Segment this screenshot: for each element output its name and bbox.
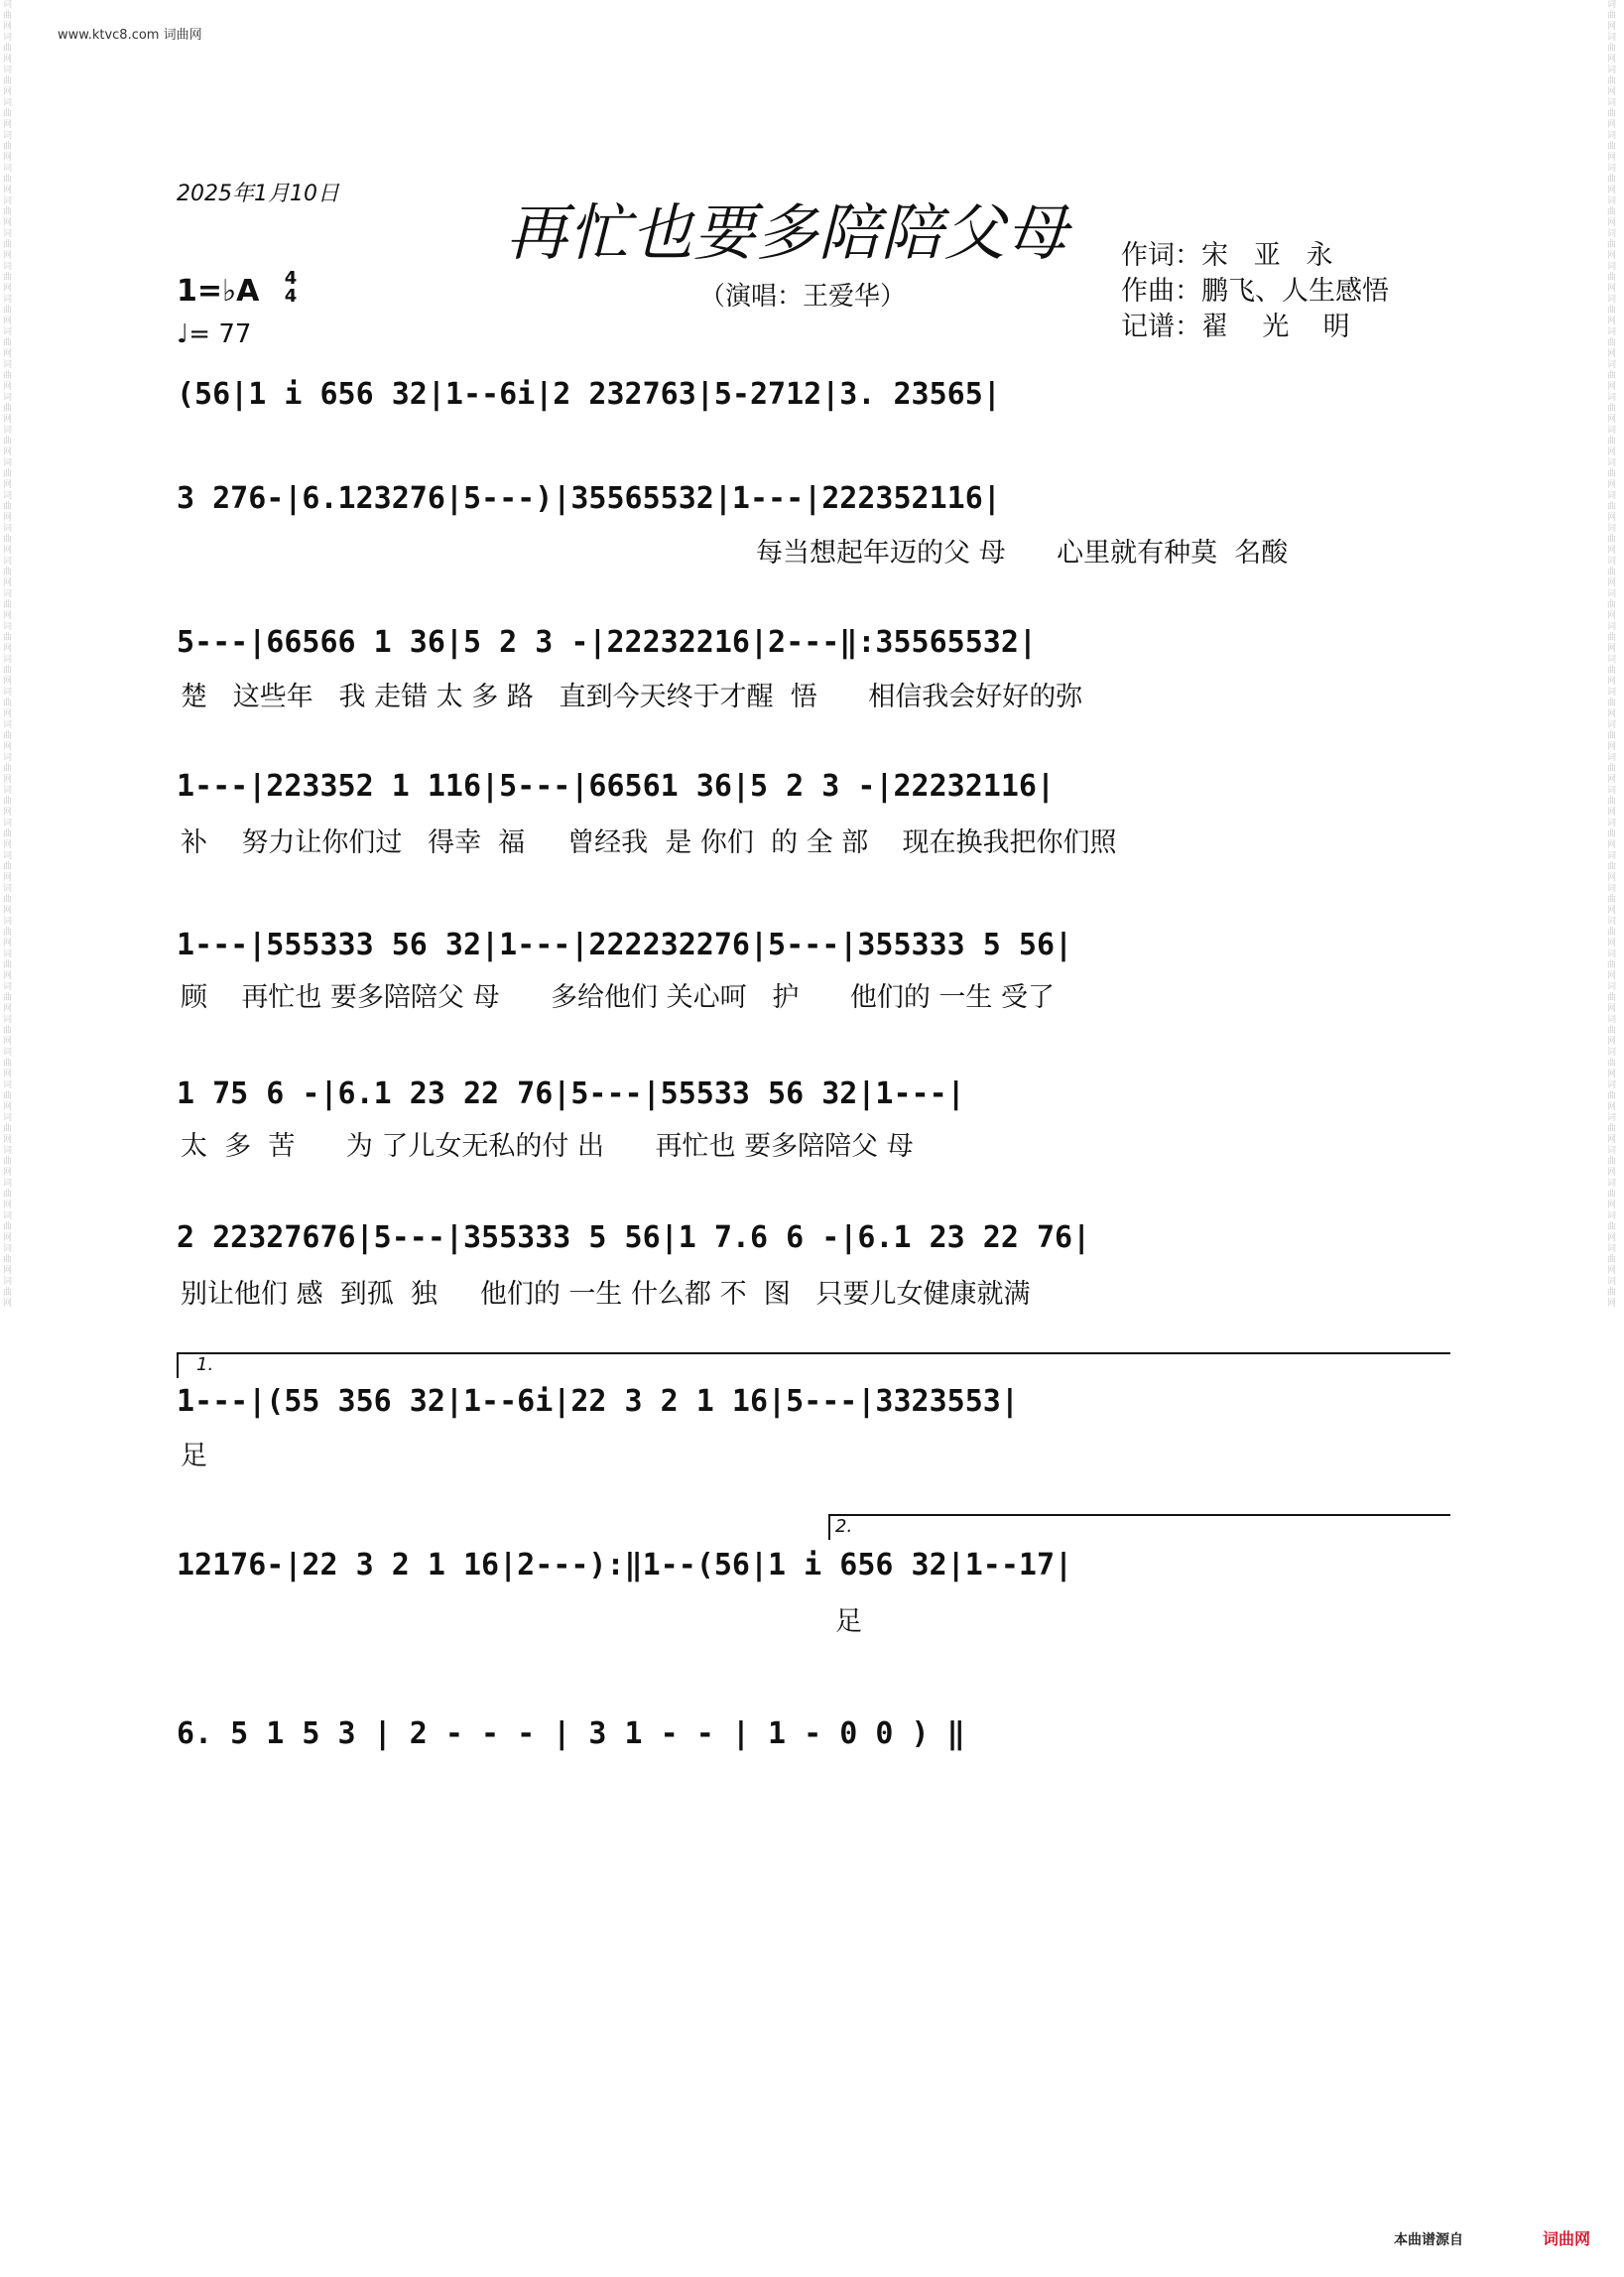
notation: 1 75 6 -|6.1 23 22 76|5---|55533 56 32|1---| [177, 1076, 965, 1111]
time-signature [281, 270, 301, 306]
notation: 1---|(55 356 32|1--6i|22 3 2 1 16|5---|3323553| [177, 1384, 1019, 1419]
notation: 6. 5 1 5 3 | 2 - - - | 3 1 - - | 1 - 0 0 ) ‖ [177, 1716, 965, 1751]
lyrics: 别让他们 感 到孤 独 他们的 一生 什么都 不 图 只要儿女健康就满 [181, 1279, 1031, 1310]
lyrics: 足 [835, 1606, 862, 1637]
notation: 2 22327676|5---|355333 5 56|1 7.6 6 -|6.1 23 22 76| [177, 1220, 1091, 1255]
credit-transcriber: 记谱：翟 光 明 [1121, 312, 1350, 342]
notation: 3 276-|6.123276|5---)|35565532|1---|222352116| [177, 481, 1001, 516]
credit-lyricist: 作词：宋 亚 永 [1121, 240, 1333, 271]
time-top: 4 [284, 268, 298, 289]
credits [1121, 238, 1389, 345]
watermark-left: 词曲网词曲网词曲网词曲网词曲网词曲网词曲网词曲网词曲网词曲网词曲网词曲网词曲网词曲网词曲网词曲网词曲网词曲网词曲网词曲网词曲网词曲网词曲网词曲网词曲网词曲网词曲网词曲网词曲网词曲网词曲网词曲网词曲网词曲网词曲网词曲网词曲网词曲网词曲网词曲网 [3, 0, 13, 1309]
volta-label: 1. [196, 1354, 214, 1375]
time-bottom: 4 [284, 286, 298, 307]
lyrics: 补 努力让你们过 得幸 福 曾经我 是 你们 的 全 部 现在换我把你们照 [181, 827, 1117, 858]
lyrics: 每当想起年迈的父 母 心里就有种莫 名酸 [756, 538, 1289, 569]
footer-logo[interactable]: 词曲网 [1543, 2229, 1591, 2248]
volta-bracket [828, 1514, 1450, 1540]
page-title: 再忙也要多陪陪父母 [506, 196, 1069, 269]
credit-composer: 作曲：鹏飞、人生感悟 [1121, 276, 1389, 307]
lyrics: 太 多 苦 为 了儿女无私的付 出 再忙也 要多陪陪父 母 [181, 1131, 914, 1162]
notation: 1---|223352 1 116|5---|66561 36|5 2 3 -|22232116| [177, 769, 1056, 804]
volta-bracket [177, 1352, 1450, 1378]
notation: 5---|66566 1 36|5 2 3 -|22232216|2---‖:35565532| [177, 625, 1037, 660]
lyrics: 楚 这些年 我 走错 太 多 路 直到今天终于才醒 悟 相信我会好好的弥 [181, 682, 1083, 712]
site-url[interactable]: www.ktvc8.com 词曲网 [58, 28, 202, 43]
singer: （演唱：王爱华） [699, 282, 907, 312]
notation: 12176-|22 3 2 1 16|2---):‖1--(56|1 i 656 32|1--17| [177, 1548, 1073, 1582]
date: 2025年1月10日 [177, 182, 339, 206]
volta-label: 2. [835, 1516, 853, 1537]
notation: (56|1 i 656 32|1--6i|2 232763|5-2712|3. 23565| [177, 377, 1001, 412]
tempo: ♩= 77 [177, 319, 252, 349]
lyrics: 顾 再忙也 要多陪陪父 母 多给他们 关心呵 护 他们的 一生 受了 [181, 982, 1055, 1013]
watermark-right: 词曲网词曲网词曲网词曲网词曲网词曲网词曲网词曲网词曲网词曲网词曲网词曲网词曲网词曲网词曲网词曲网词曲网词曲网词曲网词曲网词曲网词曲网词曲网词曲网词曲网词曲网词曲网词曲网词曲网词曲网词曲网词曲网词曲网词曲网词曲网词曲网词曲网词曲网词曲网词曲网 [1607, 0, 1617, 1309]
lyrics: 足 [181, 1441, 207, 1471]
footer-source: 本曲谱源自 [1394, 2232, 1463, 2248]
key-signature: 1=♭A [177, 274, 260, 309]
notation: 1---|555333 56 32|1---|222232276|5---|355333 5 56| [177, 928, 1073, 962]
